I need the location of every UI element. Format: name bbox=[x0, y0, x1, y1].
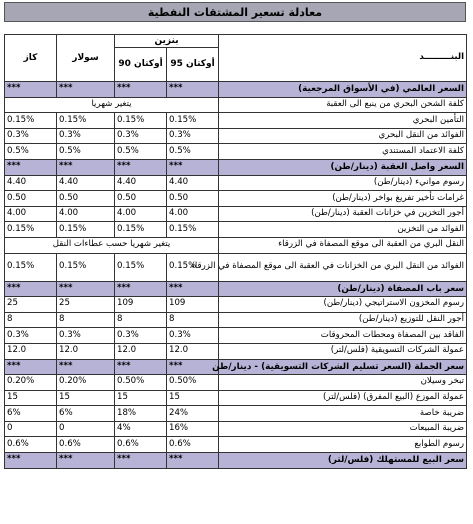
table-row bbox=[5, 253, 467, 281]
octane90-cell: *** bbox=[115, 82, 167, 98]
octane90-cell: *** bbox=[115, 281, 167, 297]
diesel-cell: 0.5% bbox=[57, 144, 115, 160]
kerosene-cell: *** bbox=[5, 359, 57, 375]
item-label: سعر باب المصفاة (دينار/طن) bbox=[219, 281, 467, 297]
octane90-cell: 109 bbox=[115, 297, 167, 313]
page-title: معادلة تسعير المشتقات النفطية bbox=[4, 2, 466, 22]
octane90-cell: 0.6% bbox=[115, 437, 167, 453]
item-label: الفوائد من التخزين bbox=[219, 222, 467, 238]
item-label: كلفة الاعتماد المستندي bbox=[219, 144, 467, 160]
diesel-cell: 0.50 bbox=[57, 191, 115, 207]
kerosene-cell: 0.3% bbox=[5, 128, 57, 144]
section-row bbox=[5, 159, 467, 175]
table-row bbox=[5, 206, 467, 222]
diesel-cell: 12.0 bbox=[57, 343, 115, 359]
diesel-cell: 0 bbox=[57, 421, 115, 437]
header-octane90: أوكتان 90 bbox=[115, 48, 167, 82]
kerosene-cell: 0.50 bbox=[5, 191, 57, 207]
kerosene-cell: 4.00 bbox=[5, 206, 57, 222]
octane95-cell: 0.5% bbox=[167, 144, 219, 160]
octane90-cell: 0.3% bbox=[115, 128, 167, 144]
kerosene-cell: 4.40 bbox=[5, 175, 57, 191]
octane90-cell: *** bbox=[115, 159, 167, 175]
item-label: عمولة الشركات التسويقية (فلس/لتر) bbox=[219, 343, 467, 359]
octane90-cell: 8 bbox=[115, 312, 167, 328]
diesel-cell: 8 bbox=[57, 312, 115, 328]
table-row bbox=[5, 343, 467, 359]
table-row bbox=[5, 128, 467, 144]
table-row bbox=[5, 437, 467, 453]
kerosene-cell: *** bbox=[5, 159, 57, 175]
diesel-cell: *** bbox=[57, 82, 115, 98]
section-row bbox=[5, 82, 467, 98]
octane95-cell: 16% bbox=[167, 421, 219, 437]
table-row bbox=[5, 144, 467, 160]
octane95-cell: 0.6% bbox=[167, 437, 219, 453]
item-label: الفوائد من النقل البري من الخزانات في العقبة الى موقع المصفاة في الزرقاء bbox=[219, 253, 467, 281]
octane90-cell: 12.0 bbox=[115, 343, 167, 359]
diesel-cell: 0.3% bbox=[57, 128, 115, 144]
octane95-cell: 0.3% bbox=[167, 328, 219, 344]
section-row bbox=[5, 281, 467, 297]
diesel-cell: *** bbox=[57, 159, 115, 175]
kerosene-cell: 0.5% bbox=[5, 144, 57, 160]
octane95-cell: *** bbox=[167, 281, 219, 297]
section-row bbox=[5, 453, 467, 469]
note-cell: يتغير شهريا حسب عطاءات النقل bbox=[5, 237, 219, 253]
octane95-cell: 15 bbox=[167, 390, 219, 406]
diesel-cell: 0.15% bbox=[57, 113, 115, 129]
pricing-table bbox=[4, 34, 467, 469]
kerosene-cell: 0.15% bbox=[5, 253, 57, 281]
octane95-cell: 8 bbox=[167, 312, 219, 328]
diesel-cell: 25 bbox=[57, 297, 115, 313]
header-gasoline: بنزين bbox=[115, 35, 219, 48]
octane90-cell: 4% bbox=[115, 421, 167, 437]
octane90-cell: 0.15% bbox=[115, 113, 167, 129]
table-row bbox=[5, 375, 467, 391]
diesel-cell: 0.15% bbox=[57, 222, 115, 238]
diesel-cell: 4.40 bbox=[57, 175, 115, 191]
header-item: البنـــــــــد bbox=[219, 35, 467, 82]
item-label: التأمين البحري bbox=[219, 113, 467, 129]
item-label: ضريبة المبيعات bbox=[219, 421, 467, 437]
kerosene-cell: 0.15% bbox=[5, 222, 57, 238]
diesel-cell: 0.6% bbox=[57, 437, 115, 453]
kerosene-cell: 0.6% bbox=[5, 437, 57, 453]
diesel-cell: 0.20% bbox=[57, 375, 115, 391]
octane95-cell: 109 bbox=[167, 297, 219, 313]
item-label: رسوم المخزون الاستراتيجي (دينار/طن) bbox=[219, 297, 467, 313]
kerosene-cell: 0.15% bbox=[5, 113, 57, 129]
item-label: السعر العالمي (في الأسواق المرجعية) bbox=[219, 82, 467, 98]
item-label: النقل البري من العقبة الى موقع المصفاة في الزرقاء bbox=[219, 237, 467, 253]
item-label: أجور النقل للتوزيع (دينار/طن) bbox=[219, 312, 467, 328]
kerosene-cell: 0 bbox=[5, 421, 57, 437]
section-row bbox=[5, 359, 467, 375]
item-label: غرامات تأخير تفريغ بواخر (دينار/طن) bbox=[219, 191, 467, 207]
octane90-cell: 0.15% bbox=[115, 253, 167, 281]
note-cell: يتغير شهريا bbox=[5, 97, 219, 113]
octane90-cell: *** bbox=[115, 359, 167, 375]
item-label: سعر البيع للمستهلك (فلس/لتر) bbox=[219, 453, 467, 469]
table-body bbox=[5, 82, 467, 469]
kerosene-cell: *** bbox=[5, 453, 57, 469]
kerosene-cell: *** bbox=[5, 82, 57, 98]
octane90-cell: 4.00 bbox=[115, 206, 167, 222]
item-label: ضريبة خاصة bbox=[219, 406, 467, 422]
kerosene-cell: 8 bbox=[5, 312, 57, 328]
kerosene-cell: 25 bbox=[5, 297, 57, 313]
header-diesel: سولار bbox=[57, 35, 115, 82]
table-row bbox=[5, 328, 467, 344]
kerosene-cell: 0.20% bbox=[5, 375, 57, 391]
octane90-cell: 4.40 bbox=[115, 175, 167, 191]
item-label: الفوائد من النقل البحري bbox=[219, 128, 467, 144]
header-octane95: أوكتان 95 bbox=[167, 48, 219, 82]
octane90-cell: 0.50 bbox=[115, 191, 167, 207]
octane90-cell: *** bbox=[115, 453, 167, 469]
octane95-cell: 4.40 bbox=[167, 175, 219, 191]
diesel-cell: 4.00 bbox=[57, 206, 115, 222]
diesel-cell: *** bbox=[57, 359, 115, 375]
table-row bbox=[5, 97, 467, 113]
item-label: سعر الجملة (السعر تسليم الشركات التسويقية) - دينار/طن bbox=[219, 359, 467, 375]
table-row bbox=[5, 222, 467, 238]
octane95-cell: 0.15% bbox=[167, 113, 219, 129]
item-label: السعر واصل العقبة (دينار/طن) bbox=[219, 159, 467, 175]
item-label: تبخر وسيلان bbox=[219, 375, 467, 391]
table-row bbox=[5, 421, 467, 437]
octane90-cell: 18% bbox=[115, 406, 167, 422]
octane90-cell: 0.50% bbox=[115, 375, 167, 391]
diesel-cell: *** bbox=[57, 281, 115, 297]
table-row bbox=[5, 191, 467, 207]
kerosene-cell: 12.0 bbox=[5, 343, 57, 359]
octane90-cell: 0.5% bbox=[115, 144, 167, 160]
item-label: رسوم الطوابع bbox=[219, 437, 467, 453]
table-row bbox=[5, 175, 467, 191]
diesel-cell: 0.3% bbox=[57, 328, 115, 344]
item-label: عمولة الموزع (البيع المفرق) (فلس/لتر) bbox=[219, 390, 467, 406]
diesel-cell: 15 bbox=[57, 390, 115, 406]
item-label: رسوم موانيء (دينار/طن) bbox=[219, 175, 467, 191]
diesel-cell: 6% bbox=[57, 406, 115, 422]
octane95-cell: 0.15% bbox=[167, 222, 219, 238]
table-row bbox=[5, 312, 467, 328]
octane95-cell: *** bbox=[167, 159, 219, 175]
table-row bbox=[5, 237, 467, 253]
table-row bbox=[5, 113, 467, 129]
octane95-cell: 0.15% bbox=[167, 253, 219, 281]
octane95-cell: *** bbox=[167, 359, 219, 375]
item-label: كلفة الشحن البحري من ينبع الى العقبة bbox=[219, 97, 467, 113]
table-row bbox=[5, 406, 467, 422]
octane95-cell: 12.0 bbox=[167, 343, 219, 359]
diesel-cell: *** bbox=[57, 453, 115, 469]
kerosene-cell: 15 bbox=[5, 390, 57, 406]
item-label: الفاقد بين المصفاة ومحطات المحروقات bbox=[219, 328, 467, 344]
octane95-cell: 0.50% bbox=[167, 375, 219, 391]
octane95-cell: 0.50 bbox=[167, 191, 219, 207]
octane95-cell: *** bbox=[167, 453, 219, 469]
kerosene-cell: 0.3% bbox=[5, 328, 57, 344]
header-kerosene: كاز bbox=[5, 35, 57, 82]
table-row bbox=[5, 297, 467, 313]
table-row bbox=[5, 390, 467, 406]
item-label: أجور التخزين في خزانات العقبة (دينار/طن) bbox=[219, 206, 467, 222]
octane95-cell: 4.00 bbox=[167, 206, 219, 222]
octane95-cell: 0.3% bbox=[167, 128, 219, 144]
diesel-cell: 0.15% bbox=[57, 253, 115, 281]
octane95-cell: 24% bbox=[167, 406, 219, 422]
octane95-cell: *** bbox=[167, 82, 219, 98]
kerosene-cell: 6% bbox=[5, 406, 57, 422]
octane90-cell: 0.3% bbox=[115, 328, 167, 344]
octane90-cell: 0.15% bbox=[115, 222, 167, 238]
octane90-cell: 15 bbox=[115, 390, 167, 406]
kerosene-cell: *** bbox=[5, 281, 57, 297]
